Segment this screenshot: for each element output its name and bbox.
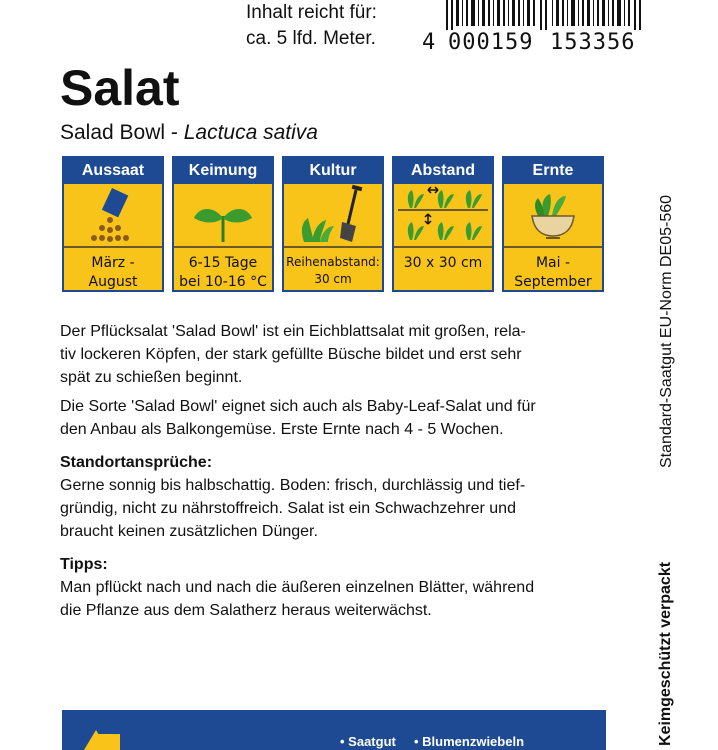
tile-heading: Keimung [174, 158, 272, 184]
para-1-line-3: spät zu schießen beginnt. [60, 369, 243, 386]
tile-heading: Aussaat [64, 158, 162, 184]
barcode-number [420, 30, 670, 60]
para-1-line-1: Der Pflücksalat 'Salad Bowl' ist ein Eichblattsalat mit großen, rela- [60, 323, 526, 340]
tile-heading: Abstand [394, 158, 492, 184]
barcode-digits-right: 153356 [550, 30, 636, 55]
tile-line: März - [91, 255, 135, 271]
tips-heading: Tipps: [60, 556, 108, 573]
tile-abstand [392, 156, 494, 292]
para-1-line-2: tiv lockeren Köpfen, der stark gefüllte Büsche bildet und erst sehr [60, 346, 522, 363]
content-line-2: ca. 5 lfd. Meter. [246, 28, 376, 49]
tips-line-1: Man pflückt nach und nach die äußeren einzelnen Blätter, während [60, 579, 535, 596]
tile-heading: Ernte [504, 158, 602, 184]
brand-footer [62, 710, 606, 750]
seed-packet-icon [64, 184, 162, 248]
content-amount [246, 0, 406, 52]
tile-value [504, 248, 602, 292]
tile-line: August [88, 274, 138, 290]
variety-line [60, 120, 318, 146]
tile-value [284, 248, 382, 288]
tile-line: Mai - [535, 255, 571, 271]
barcode [420, 0, 670, 60]
tile-value [394, 248, 492, 273]
tile-kultur [282, 156, 384, 292]
tile-line: 6-15 Tage [188, 255, 258, 271]
tile-heading: Kultur [284, 158, 382, 184]
spacing-icon [394, 184, 492, 248]
para-2-line-2: den Anbau als Balkongemüse. Erste Ernte nach 4 - 5 Wochen. [60, 421, 504, 438]
standard-seed-note: Standard-Saatgut EU-Norm DE05-560 [658, 194, 675, 468]
spade-icon [284, 184, 382, 248]
product-title: Salat [60, 60, 180, 116]
tile-line: 30 cm [314, 272, 352, 286]
location-heading: Standortansprüche: [60, 454, 213, 471]
tile-line: bei 10-16 °C [179, 274, 267, 290]
tile-value [174, 248, 272, 292]
description [60, 320, 608, 622]
content-line-1: Inhalt reicht für: [246, 2, 377, 23]
harvest-bowl-icon [504, 184, 602, 248]
tile-line: September [514, 274, 592, 290]
footer-item-saatgut: • Saatgut [340, 734, 396, 749]
packaging-note: Keimgeschützt verpackt [657, 561, 674, 746]
tile-line: 30 x 30 cm [403, 255, 483, 271]
para-2-line-1: Die Sorte 'Salad Bowl' eignet sich auch als Baby-Leaf-Salat und für [60, 398, 536, 415]
sprout-icon [174, 184, 272, 248]
location-line-1: Gerne sonnig bis halbschattig. Boden: frisch, durchlässig und tief- [60, 477, 526, 494]
culture-info-tiles [62, 156, 606, 296]
location-line-2: gründig, nicht zu nährstoffreich. Salat ist ein Schwachzehrer und [60, 500, 516, 517]
location-line-3: braucht keinen zusätzlichen Dünger. [60, 523, 318, 540]
tips-line-2: die Pflanze aus dem Salatherz heraus weiterwächst. [60, 602, 432, 619]
tile-ernte [502, 156, 604, 292]
barcode-digits-left: 000159 [448, 30, 534, 55]
barcode-digit-lead: 4 [422, 30, 437, 55]
tile-keimung [172, 156, 274, 292]
tile-line: Reihenabstand: [286, 255, 380, 269]
tile-value [64, 248, 162, 292]
brand-logo-icon [82, 724, 122, 750]
variety-name: Salad Bowl - [60, 121, 184, 144]
footer-item-blumenzwiebeln: • Blumenzwiebeln [414, 734, 525, 749]
barcode-bars [420, 0, 670, 30]
latin-name: Lactuca sativa [183, 121, 318, 144]
tile-aussaat [62, 156, 164, 292]
